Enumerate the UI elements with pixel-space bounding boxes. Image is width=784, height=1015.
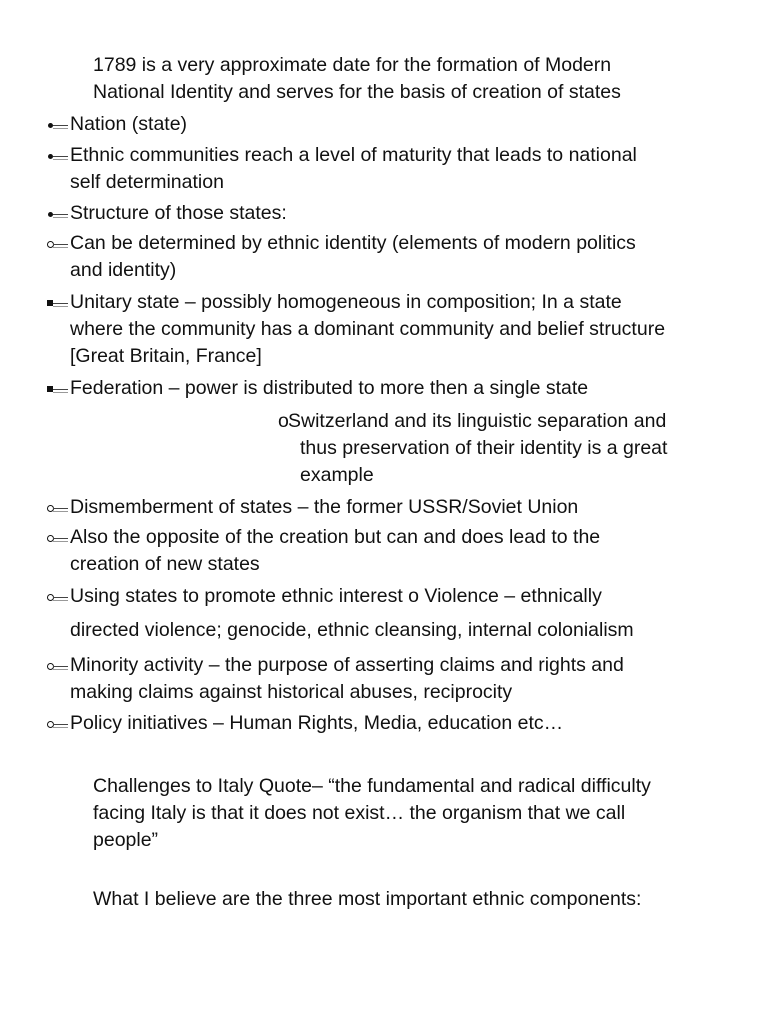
text-line: What I believe are the three most important ethnic components:	[93, 888, 642, 910]
bullet-item-ethnic-identity	[70, 230, 636, 284]
bullet-circle-icon	[46, 652, 70, 679]
text-line: National Identity and serves for the basis of creation of states	[93, 81, 621, 103]
bullet-item-federation	[70, 375, 588, 402]
italy-quote-paragraph	[93, 773, 651, 854]
bullet-dot-icon	[46, 142, 70, 169]
text-line: example	[300, 464, 374, 486]
text-line: and identity)	[70, 259, 177, 281]
bullet-item-structure	[70, 200, 287, 227]
bullet-item-using-states	[70, 583, 634, 644]
bullet-circle-icon	[46, 710, 70, 737]
text-line: Nation (state)	[70, 113, 188, 135]
text-line: where the community has a dominant community and belief structure	[70, 318, 666, 340]
bullet-circle-icon	[46, 583, 70, 617]
text-line: people”	[93, 829, 159, 851]
bullet-circle-icon	[46, 494, 70, 521]
text-line: Ethnic communities reach a level of maturity that leads to national	[70, 144, 637, 166]
bullet-dot-icon	[46, 111, 70, 138]
text-line: Switzerland and its linguistic separation and	[288, 410, 667, 432]
text-line: Policy initiatives – Human Rights, Media, education etc…	[70, 712, 564, 734]
bullet-item-switzerland	[278, 408, 668, 489]
intro-paragraph	[93, 52, 621, 106]
bullet-circle-icon	[46, 230, 70, 257]
bullet-item-ethnic-communities	[70, 142, 637, 196]
bullet-o-icon: o	[278, 410, 289, 432]
text-line: self determination	[70, 171, 224, 193]
text-line: facing Italy is that it does not exist… the organism that we call	[93, 802, 626, 824]
bullet-item-nation-state	[70, 111, 187, 138]
bullet-item-minority-activity	[70, 652, 624, 706]
text-line: Federation – power is distributed to more then a single state	[70, 377, 589, 399]
bullet-item-policy-initiatives	[70, 710, 563, 737]
text-line: Minority activity – the purpose of asserting claims and rights and	[70, 654, 624, 676]
bullet-square-icon	[46, 375, 70, 402]
text-line: [Great Britain, France]	[70, 345, 262, 367]
bullet-item-opposite-creation	[70, 524, 600, 578]
bullet-item-unitary-state	[70, 289, 665, 370]
text-line: Using states to promote ethnic interest o Violence – ethnically	[70, 585, 602, 607]
text-line: Can be determined by ethnic identity (elements of modern politics	[70, 232, 636, 254]
bullet-circle-icon	[46, 524, 70, 551]
bullet-dot-icon	[46, 200, 70, 227]
bullet-item-dismemberment	[70, 494, 578, 521]
text-line: thus preservation of their identity is a great	[300, 437, 668, 459]
text-line: 1789 is a very approximate date for the formation of Modern	[93, 54, 612, 76]
closing-paragraph	[93, 886, 641, 913]
text-line: making claims against historical abuses, reciprocity	[70, 681, 513, 703]
text-line: Structure of those states:	[70, 202, 287, 224]
text-line: creation of new states	[70, 553, 260, 575]
bullet-square-icon	[46, 289, 70, 316]
text-line: Also the opposite of the creation but can and does lead to the	[70, 526, 601, 548]
text-line: Dismemberment of states – the former USSR/Soviet Union	[70, 496, 579, 518]
text-line: directed violence; genocide, ethnic cleansing, internal colonialism	[70, 619, 634, 641]
text-line: Unitary state – possibly homogeneous in composition; In a state	[70, 291, 622, 313]
text-line: Challenges to Italy Quote– “the fundamental and radical difficulty	[93, 775, 651, 797]
